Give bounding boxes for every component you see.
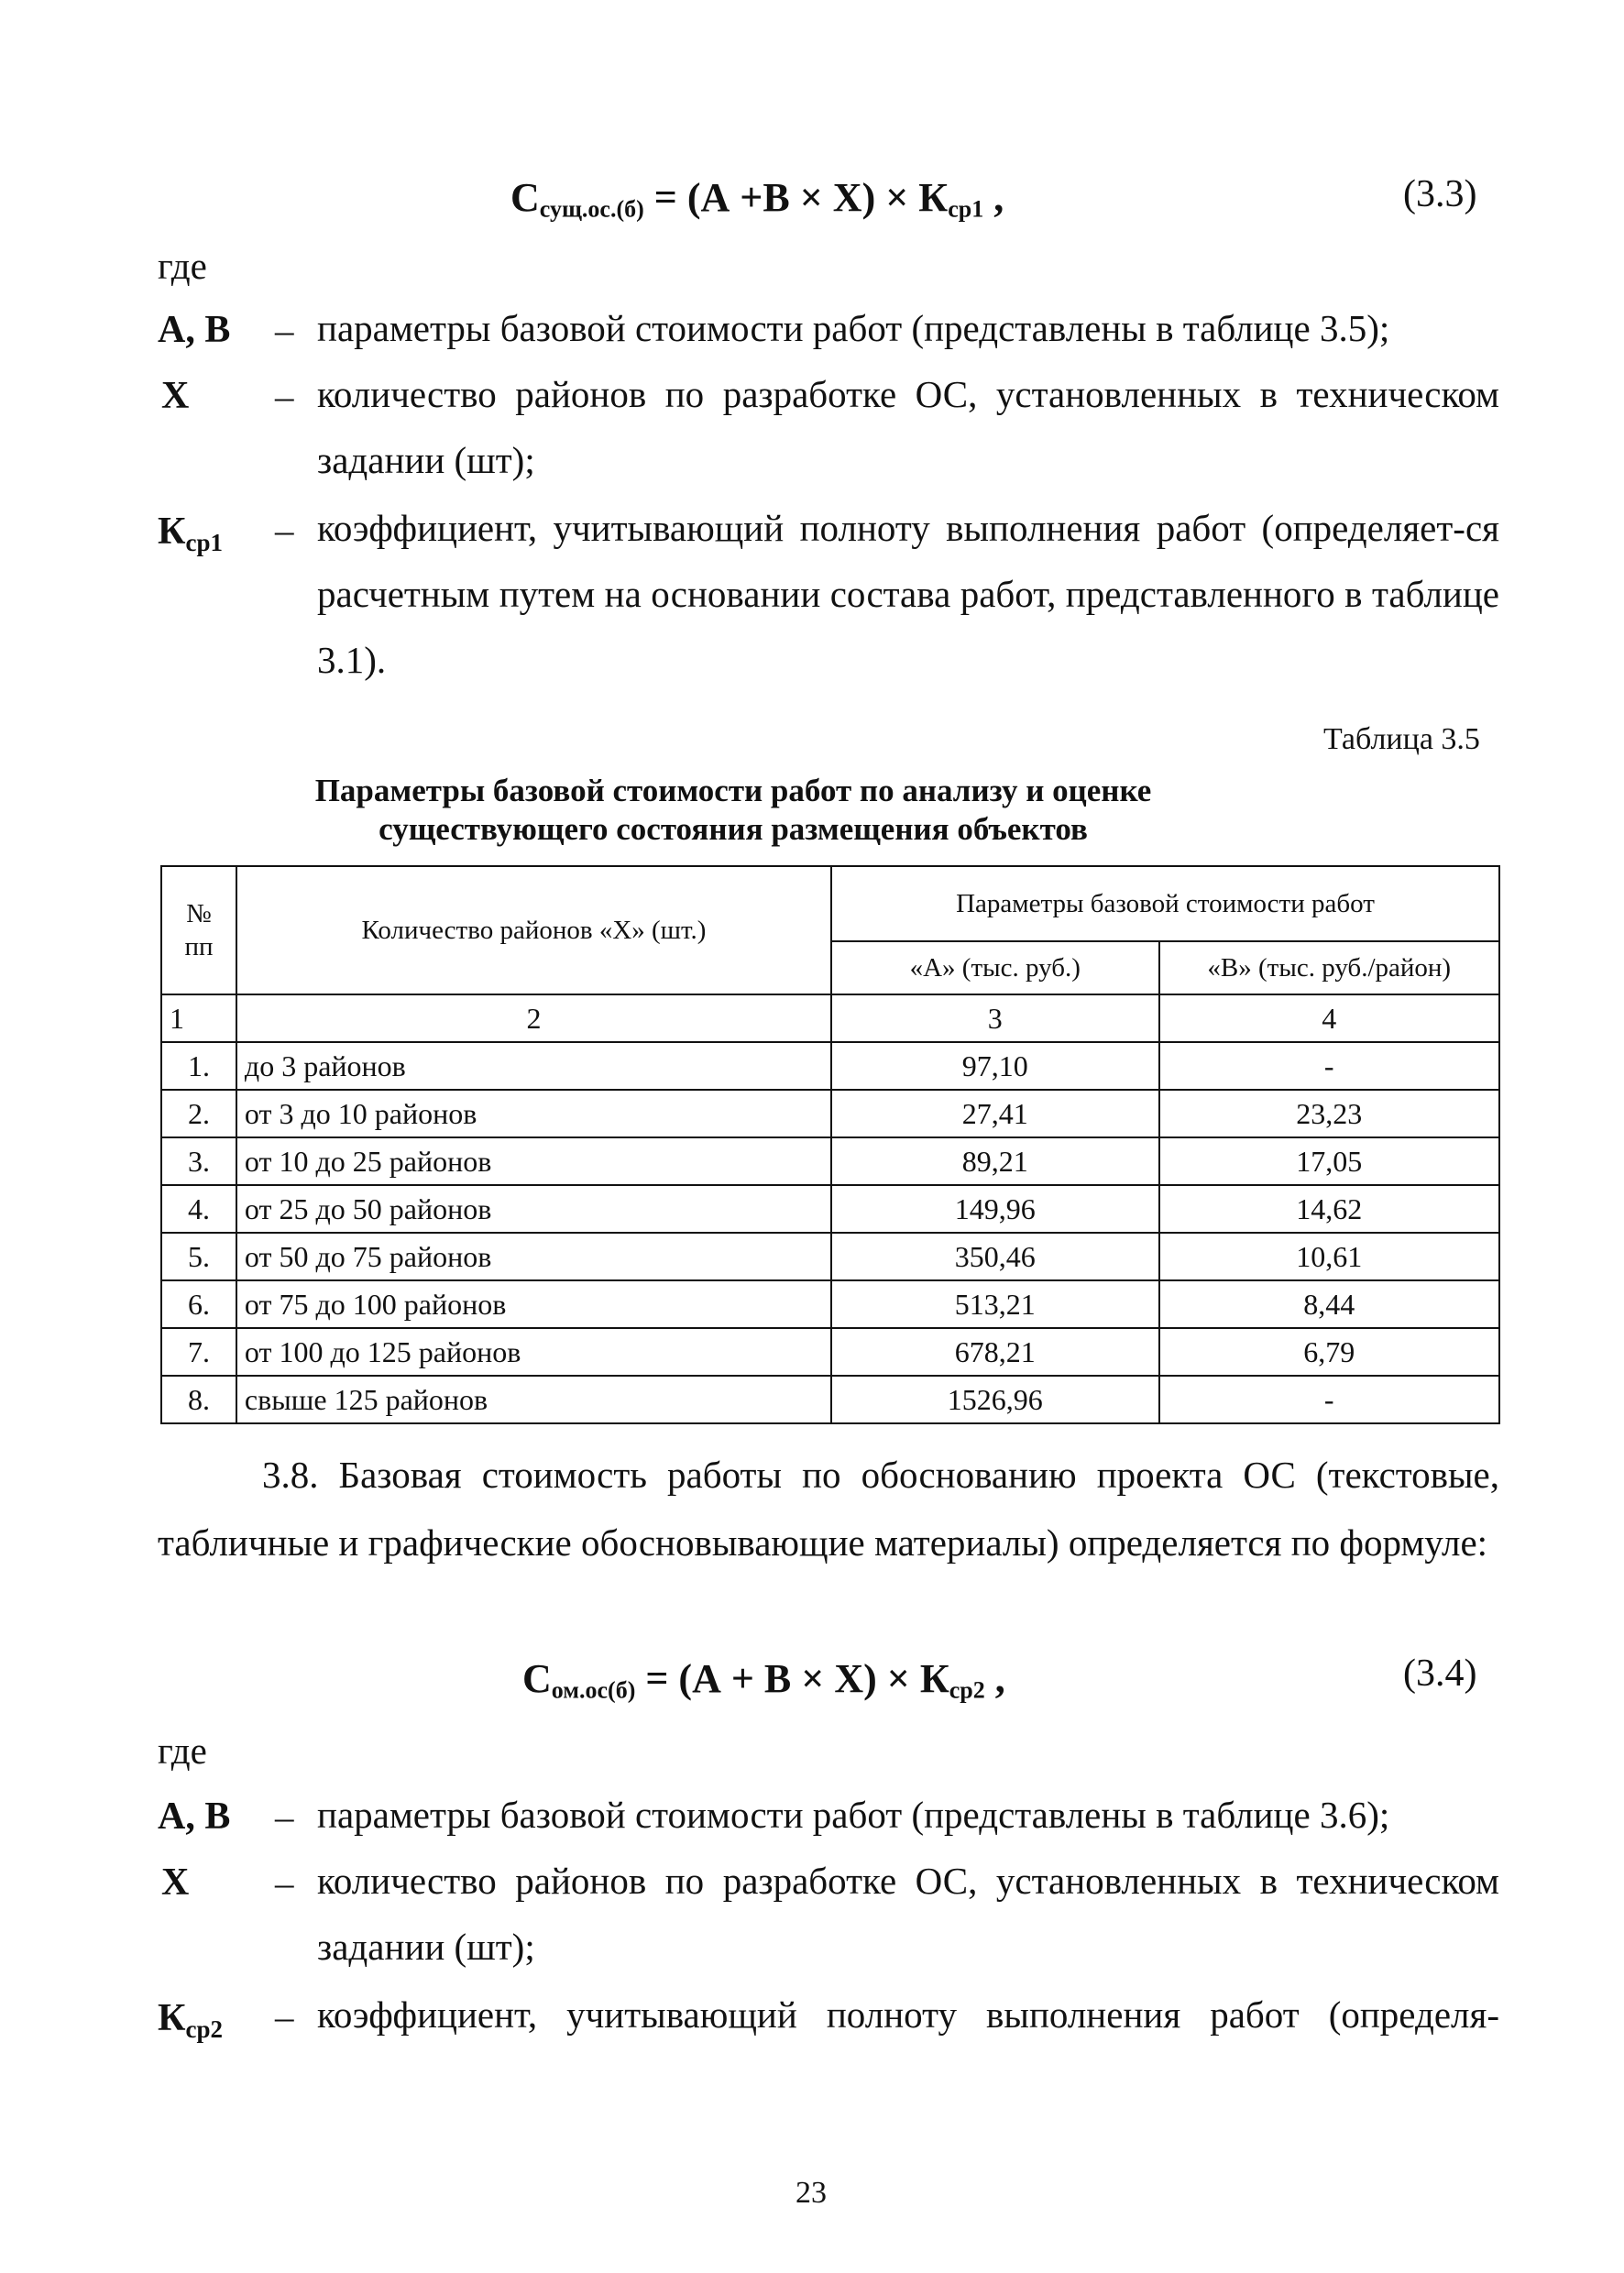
symbol-kcp1: $К_{ср1}$ xyxy=(158,511,223,557)
header-b: «В» (тыс. руб./район) xyxy=(1159,941,1500,994)
where-label-1: где xyxy=(158,245,207,287)
row-number: 7. xyxy=(161,1328,236,1376)
definition-x-2: количество районов по разработке ОС, установленных в техническом задании (шт); xyxy=(317,1860,1499,1968)
row-value-a: 97,10 xyxy=(831,1042,1159,1090)
row-value-a: 678,21 xyxy=(831,1328,1159,1376)
where-label-2: где xyxy=(158,1729,207,1772)
row-value-a: 149,96 xyxy=(831,1185,1159,1233)
dash: – xyxy=(275,1861,294,1904)
definition-a-b-2: параметры базовой стоимости работ (представлены в таблице 3.6); xyxy=(317,1794,1390,1836)
header-params: Параметры базовой стоимости работ xyxy=(831,866,1499,941)
formula-3-4: $С_{ом.ос(б)} = (А + В \times Х) \times К_{ср2}$ , xyxy=(522,1656,1005,1704)
definition-x-1: количество районов по разработке ОС, установленных в техническом задании (шт); xyxy=(317,373,1499,481)
symbol-a-b-2: А, В xyxy=(158,1795,231,1838)
row-value-b: 17,05 xyxy=(1159,1137,1500,1185)
dash: – xyxy=(275,309,294,351)
table-row xyxy=(161,1328,1499,1376)
row-value-b: 6,79 xyxy=(1159,1328,1500,1376)
row-label: от 25 до 50 районов xyxy=(236,1185,831,1233)
table-row xyxy=(161,1185,1499,1233)
colnum: 2 xyxy=(236,994,831,1042)
dash: – xyxy=(275,375,294,417)
row-value-b: 23,23 xyxy=(1159,1090,1500,1137)
row-value-a: 27,41 xyxy=(831,1090,1159,1137)
symbol-x-1: Х xyxy=(161,375,190,417)
symbol-a-b-1: А, В xyxy=(158,309,231,351)
row-value-a: 89,21 xyxy=(831,1137,1159,1185)
dash: – xyxy=(275,509,294,551)
definition-kcp1: коэффициент, учитывающий полноту выполнения работ (определяет-ся расчетным путем на основании состава работ, представленного в таблице 3.1). xyxy=(317,507,1499,681)
definition-kcp2: коэффициент, учитывающий полноту выполнения работ (определя- xyxy=(317,1993,1499,2036)
row-value-a: 350,46 xyxy=(831,1233,1159,1280)
table-row xyxy=(161,1233,1499,1280)
row-value-a: 1526,96 xyxy=(831,1376,1159,1423)
header-count: Количество районов «Х» (шт.) xyxy=(236,866,831,994)
data-table-3-5 xyxy=(160,865,1500,1424)
row-label: до 3 районов xyxy=(236,1042,831,1090)
row-number: 8. xyxy=(161,1376,236,1423)
row-label: от 50 до 75 районов xyxy=(236,1233,831,1280)
table-header-row xyxy=(161,866,1499,941)
table-row xyxy=(161,1280,1499,1328)
row-label: от 100 до 125 районов xyxy=(236,1328,831,1376)
row-number: 5. xyxy=(161,1233,236,1280)
equation-number-3-4: (3.4) xyxy=(1403,1653,1477,1695)
page-number: 23 xyxy=(796,2176,827,2210)
table-row xyxy=(161,1137,1499,1185)
header-num: № пп xyxy=(161,866,236,994)
row-number: 6. xyxy=(161,1280,236,1328)
formula-3-3: $С_{сущ.ос.(б)} = (А +В \times Х) \times К_{ср1}$ , xyxy=(510,175,1004,223)
table-row xyxy=(161,1376,1499,1423)
row-label: от 75 до 100 районов xyxy=(236,1280,831,1328)
table-row xyxy=(161,1090,1499,1137)
colnum: 1 xyxy=(161,994,236,1042)
definition-a-b-1: параметры базовой стоимости работ (представлены в таблице 3.5); xyxy=(317,307,1390,349)
row-label: от 3 до 10 районов xyxy=(236,1090,831,1137)
row-value-b: - xyxy=(1159,1042,1500,1090)
table-colnum-row xyxy=(161,994,1499,1042)
equation-number-3-3: (3.3) xyxy=(1403,173,1477,215)
table-row xyxy=(161,1042,1499,1090)
row-value-b: 10,61 xyxy=(1159,1233,1500,1280)
paragraph-3-8: 3.8. Базовая стоимость работы по обоснованию проекта ОС (текстовые, табличные и графические обосновывающие материалы) определяется по формуле: xyxy=(158,1454,1499,1564)
row-number: 1. xyxy=(161,1042,236,1090)
row-value-b: 14,62 xyxy=(1159,1185,1500,1233)
row-value-b: 8,44 xyxy=(1159,1280,1500,1328)
table-title: Параметры базовой стоимости работ по анализу и оценке существующего состояния размещения объектов xyxy=(314,773,1152,847)
header-a: «А» (тыс. руб.) xyxy=(831,941,1159,994)
row-label: свыше 125 районов xyxy=(236,1376,831,1423)
symbol-x-2: Х xyxy=(161,1861,190,1904)
row-number: 4. xyxy=(161,1185,236,1233)
colnum: 3 xyxy=(831,994,1159,1042)
colnum: 4 xyxy=(1159,994,1500,1042)
row-value-b: - xyxy=(1159,1376,1500,1423)
symbol-kcp2: $К_{ср2}$ xyxy=(158,1997,223,2044)
row-label: от 10 до 25 районов xyxy=(236,1137,831,1185)
dash: – xyxy=(275,1795,294,1838)
table-caption: Таблица 3.5 xyxy=(1323,722,1480,756)
row-number: 3. xyxy=(161,1137,236,1185)
row-number: 2. xyxy=(161,1090,236,1137)
dash: – xyxy=(275,1995,294,2037)
row-value-a: 513,21 xyxy=(831,1280,1159,1328)
